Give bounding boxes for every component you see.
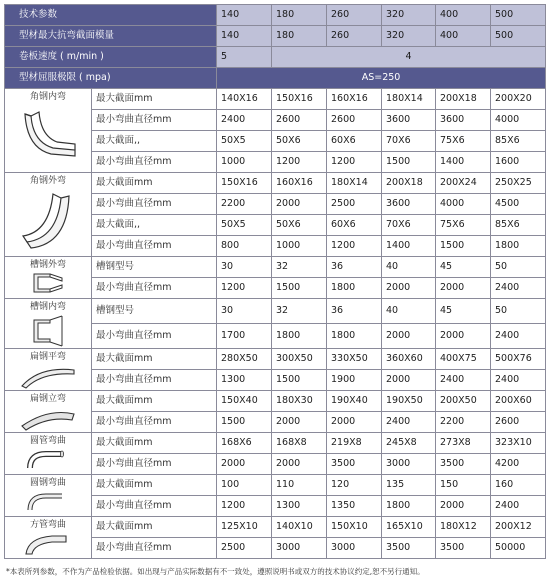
value-cell: 50 — [491, 257, 546, 278]
angle-outer-icon — [7, 188, 89, 250]
header-value: 140 — [217, 26, 272, 47]
value-cell: 2000 — [436, 278, 491, 299]
value-cell: 180X30 — [272, 391, 327, 412]
value-cell: 1400 — [436, 152, 491, 173]
header-row — [5, 47, 546, 68]
value-cell: 1500 — [272, 370, 327, 391]
value-cell: 2000 — [436, 324, 491, 349]
value-cell: 3500 — [382, 538, 436, 559]
value-cell: 180X14 — [327, 173, 382, 194]
param-label: 最大截面,, — [92, 131, 217, 152]
value-cell: 1500 — [272, 278, 327, 299]
value-cell: 1350 — [327, 496, 382, 517]
value-cell: 245X8 — [382, 433, 436, 454]
table-row — [5, 89, 546, 110]
value-cell: 2500 — [217, 538, 272, 559]
table-row — [5, 349, 546, 370]
header-label: 型材屈服极限 ( mpa) — [5, 68, 217, 89]
header-row — [5, 68, 546, 89]
value-cell: 150X40 — [217, 391, 272, 412]
category-cell — [5, 173, 92, 257]
value-cell: 200X12 — [491, 517, 546, 538]
value-cell: 190X50 — [382, 391, 436, 412]
value-cell: 180X14 — [382, 89, 436, 110]
category-label: 角钢外弯 — [29, 176, 66, 186]
value-cell: 3600 — [382, 194, 436, 215]
category-label: 圆管弯曲 — [29, 436, 66, 446]
value-cell: 1000 — [272, 236, 327, 257]
value-cell: 40 — [382, 299, 436, 324]
value-cell: 135 — [382, 475, 436, 496]
value-cell: 4000 — [436, 194, 491, 215]
value-cell: 1800 — [272, 324, 327, 349]
value-cell: 3500 — [436, 538, 491, 559]
value-cell: 2000 — [272, 454, 327, 475]
value-cell: 4500 — [491, 194, 546, 215]
value-cell: 1800 — [382, 496, 436, 517]
value-cell: 1200 — [272, 152, 327, 173]
value-cell: 2400 — [217, 110, 272, 131]
category-label: 扁钢立弯 — [29, 394, 66, 404]
header-value: 4 — [272, 47, 546, 68]
value-cell: 2400 — [382, 412, 436, 433]
value-cell: 330X50 — [327, 349, 382, 370]
value-cell: 168X6 — [217, 433, 272, 454]
value-cell: 2400 — [491, 370, 546, 391]
value-cell: 85X6 — [491, 215, 546, 236]
table-row — [5, 299, 546, 324]
value-cell: 323X10 — [491, 433, 546, 454]
value-cell: 200X18 — [436, 89, 491, 110]
value-cell: 2200 — [217, 194, 272, 215]
value-cell: 3500 — [436, 454, 491, 475]
table-row — [5, 517, 546, 538]
value-cell: 3600 — [436, 110, 491, 131]
value-cell: 200X60 — [491, 391, 546, 412]
value-cell: 36 — [327, 299, 382, 324]
header-row — [5, 26, 546, 47]
value-cell: 360X60 — [382, 349, 436, 370]
value-cell: 1500 — [382, 152, 436, 173]
header-value: 5 — [217, 47, 272, 68]
header-value: 320 — [382, 5, 436, 26]
param-label: 最小弯曲直径mm — [92, 412, 217, 433]
value-cell: 280X50 — [217, 349, 272, 370]
value-cell: 140X16 — [217, 89, 272, 110]
value-cell: 1200 — [327, 152, 382, 173]
header-value: 400 — [436, 26, 491, 47]
value-cell: 85X6 — [491, 131, 546, 152]
value-cell: 2000 — [217, 454, 272, 475]
flat-bar-flat-icon — [7, 364, 89, 390]
value-cell: 1300 — [272, 496, 327, 517]
value-cell: 50X5 — [217, 131, 272, 152]
value-cell: 1400 — [382, 236, 436, 257]
value-cell: 160 — [491, 475, 546, 496]
value-cell: 150 — [436, 475, 491, 496]
value-cell: 140X10 — [272, 517, 327, 538]
value-cell: 2200 — [436, 412, 491, 433]
value-cell: 2000 — [436, 496, 491, 517]
header-value: 180 — [272, 26, 327, 47]
value-cell: 165X10 — [382, 517, 436, 538]
category-cell — [5, 89, 92, 173]
value-cell: 32 — [272, 257, 327, 278]
param-label: 最大截面mm — [92, 475, 217, 496]
value-cell: 1000 — [217, 152, 272, 173]
angle-inner-icon — [7, 104, 89, 166]
value-cell: 2400 — [436, 370, 491, 391]
param-label: 最小弯曲直径mm — [92, 496, 217, 517]
value-cell: 3000 — [327, 538, 382, 559]
category-cell — [5, 433, 92, 475]
value-cell: 2600 — [491, 412, 546, 433]
header-value: 400 — [436, 5, 491, 26]
value-cell: 50X6 — [272, 215, 327, 236]
value-cell: 75X6 — [436, 215, 491, 236]
value-cell: 40 — [382, 257, 436, 278]
square-tube-icon — [7, 532, 89, 556]
round-tube-icon — [7, 448, 89, 472]
param-label: 槽钢型号 — [92, 257, 217, 278]
category-label: 角钢内弯 — [29, 92, 66, 102]
category-label: 圆钢弯曲 — [29, 478, 66, 488]
header-value: 140 — [217, 5, 272, 26]
value-cell: 1300 — [217, 370, 272, 391]
value-cell: 168X8 — [272, 433, 327, 454]
value-cell: 200X24 — [436, 173, 491, 194]
header-value: 320 — [382, 26, 436, 47]
value-cell: 120 — [327, 475, 382, 496]
category-cell — [5, 517, 92, 559]
header-value: 260 — [327, 26, 382, 47]
value-cell: 150X16 — [272, 89, 327, 110]
value-cell: 400X75 — [436, 349, 491, 370]
value-cell: 500X76 — [491, 349, 546, 370]
value-cell: 30 — [217, 299, 272, 324]
value-cell: 36 — [327, 257, 382, 278]
value-cell: 273X8 — [436, 433, 491, 454]
value-cell: 1500 — [217, 412, 272, 433]
value-cell: 50000 — [491, 538, 546, 559]
value-cell: 100 — [217, 475, 272, 496]
value-cell: 250X25 — [491, 173, 546, 194]
category-cell — [5, 391, 92, 433]
value-cell: 1800 — [327, 324, 382, 349]
value-cell: 4000 — [491, 110, 546, 131]
footnote: *本表所列参数，不作为产品检验依据。如出现与产品实际数据有不一致处，遵照说明书或双方的技术协议约定,恕不另行通知。 — [6, 567, 425, 576]
value-cell: 50 — [491, 299, 546, 324]
value-cell: 160X16 — [327, 89, 382, 110]
header-value: 500 — [491, 26, 546, 47]
value-cell: 1200 — [217, 496, 272, 517]
value-cell: 2000 — [272, 194, 327, 215]
category-label: 扁钢平弯 — [29, 352, 66, 362]
value-cell: 1800 — [491, 236, 546, 257]
value-cell: 2000 — [382, 278, 436, 299]
value-cell: 1700 — [217, 324, 272, 349]
value-cell: 200X20 — [491, 89, 546, 110]
table-row — [5, 257, 546, 278]
value-cell: 3500 — [327, 454, 382, 475]
category-label: 槽钢内弯 — [29, 302, 66, 312]
value-cell: 60X6 — [327, 215, 382, 236]
param-label: 最大截面mm — [92, 349, 217, 370]
value-cell: 2600 — [327, 110, 382, 131]
value-cell: 2500 — [327, 194, 382, 215]
header-row — [5, 5, 546, 26]
value-cell: 125X10 — [217, 517, 272, 538]
table-row — [5, 391, 546, 412]
value-cell: 160X16 — [272, 173, 327, 194]
value-cell: 3000 — [272, 538, 327, 559]
param-label: 最小弯曲直径mm — [92, 454, 217, 475]
value-cell: 150X16 — [217, 173, 272, 194]
value-cell: 1600 — [491, 152, 546, 173]
value-cell: 180X12 — [436, 517, 491, 538]
value-cell: 3600 — [382, 110, 436, 131]
value-cell: 3000 — [382, 454, 436, 475]
param-label: 最小弯曲直径mm — [92, 370, 217, 391]
category-label: 方管弯曲 — [29, 520, 66, 530]
category-cell — [5, 475, 92, 517]
param-label: 槽钢型号 — [92, 299, 217, 324]
table-row — [5, 173, 546, 194]
header-label: 型材最大抗弯截面模量 — [5, 26, 217, 47]
value-cell: 45 — [436, 257, 491, 278]
value-cell: 150X10 — [327, 517, 382, 538]
table-row — [5, 475, 546, 496]
channel-outer-icon — [7, 272, 89, 294]
param-label: 最小弯曲直径mm — [92, 538, 217, 559]
category-cell — [5, 257, 92, 299]
spec-table — [4, 4, 546, 559]
header-value: AS=250 — [217, 68, 546, 89]
value-cell: 200X18 — [382, 173, 436, 194]
value-cell: 32 — [272, 299, 327, 324]
value-cell: 1800 — [327, 278, 382, 299]
value-cell: 45 — [436, 299, 491, 324]
value-cell: 4200 — [491, 454, 546, 475]
value-cell: 2000 — [272, 412, 327, 433]
value-cell: 50X6 — [272, 131, 327, 152]
header-value: 500 — [491, 5, 546, 26]
value-cell: 800 — [217, 236, 272, 257]
param-label: 最大截面,, — [92, 215, 217, 236]
param-label: 最小弯曲直径mm — [92, 278, 217, 299]
category-cell — [5, 299, 92, 349]
category-label: 槽钢外弯 — [29, 260, 66, 270]
value-cell: 110 — [272, 475, 327, 496]
param-label: 最小弯曲直径mm — [92, 152, 217, 173]
value-cell: 200X50 — [436, 391, 491, 412]
value-cell: 2400 — [491, 324, 546, 349]
value-cell: 2000 — [382, 370, 436, 391]
value-cell: 70X6 — [382, 131, 436, 152]
value-cell: 1500 — [436, 236, 491, 257]
category-cell — [5, 349, 92, 391]
param-label: 最小弯曲直径mm — [92, 110, 217, 131]
header-value: 180 — [272, 5, 327, 26]
header-label: 卷板速度 ( m/min ) — [5, 47, 217, 68]
param-label: 最大截面mm — [92, 517, 217, 538]
value-cell: 1200 — [217, 278, 272, 299]
param-label: 最小弯曲直径mm — [92, 236, 217, 257]
value-cell: 30 — [217, 257, 272, 278]
round-bar-icon — [7, 490, 89, 514]
param-label: 最大截面mm — [92, 89, 217, 110]
header-label: 技术参数 — [5, 5, 217, 26]
header-value: 260 — [327, 5, 382, 26]
value-cell: 2000 — [327, 412, 382, 433]
value-cell: 50X5 — [217, 215, 272, 236]
value-cell: 219X8 — [327, 433, 382, 454]
param-label: 最小弯曲直径mm — [92, 194, 217, 215]
param-label: 最大截面mm — [92, 173, 217, 194]
value-cell: 1900 — [327, 370, 382, 391]
value-cell: 2000 — [382, 324, 436, 349]
value-cell: 60X6 — [327, 131, 382, 152]
value-cell: 1200 — [327, 236, 382, 257]
param-label: 最大截面mm — [92, 391, 217, 412]
flat-bar-edge-icon — [7, 406, 89, 432]
value-cell: 2400 — [491, 496, 546, 517]
value-cell: 190X40 — [327, 391, 382, 412]
value-cell: 2600 — [272, 110, 327, 131]
channel-inner-icon — [7, 314, 89, 348]
param-label: 最大截面mm — [92, 433, 217, 454]
value-cell: 2400 — [491, 278, 546, 299]
param-label: 最小弯曲直径mm — [92, 324, 217, 349]
value-cell: 70X6 — [382, 215, 436, 236]
table-row — [5, 433, 546, 454]
value-cell: 75X6 — [436, 131, 491, 152]
value-cell: 300X50 — [272, 349, 327, 370]
